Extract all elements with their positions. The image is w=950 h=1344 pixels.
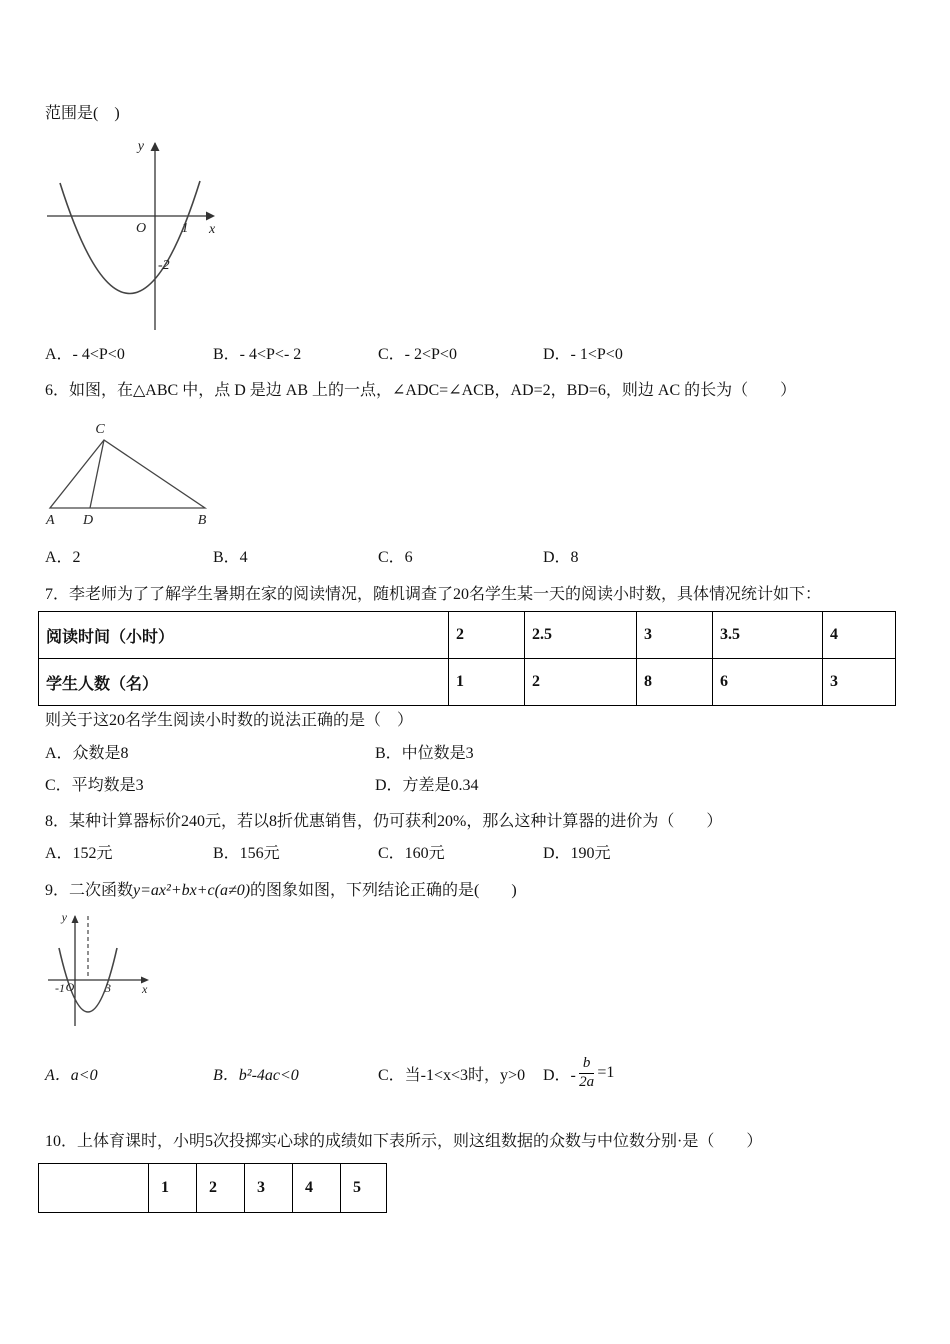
q9-option-d-prefix: D．-: [543, 1066, 576, 1084]
q7-option-b: B．中位数是3: [375, 745, 474, 762]
vertex-b-label: B: [197, 513, 207, 528]
table-cell: 2.5: [525, 612, 637, 659]
q5-option-a: A．- 4<P<0: [45, 346, 125, 363]
q7-options-row1: [45, 740, 905, 763]
q5-range-prompt: 范围是( ): [45, 105, 120, 122]
x-tick-3-label: 3: [105, 981, 111, 995]
vertex-c-label: C: [95, 422, 105, 437]
q9-option-c: C．当-1<x<3时，y>0: [378, 1066, 526, 1084]
q5-option-c: C．- 2<P<0: [378, 346, 457, 363]
q9-option-d: [543, 1056, 905, 1091]
table-cell: 1: [149, 1164, 197, 1213]
table-cell: 2: [525, 659, 637, 706]
q9-text-post: 的图象如图，下列结论正确的是( ): [250, 882, 517, 899]
table-cell: 3: [245, 1164, 293, 1213]
q9-text: [45, 877, 517, 900]
table-cell: 4: [823, 612, 896, 659]
q7-text: 7．李老师为了了解学生暑期在家的阅读情况，随机调查了20名学生某一天的阅读小时数，具体情况统计如下：: [45, 586, 822, 603]
q8-option-b: B．156元: [213, 845, 280, 862]
y-axis-label: y: [137, 139, 144, 154]
q7-option-a: A．众数是8: [45, 745, 129, 762]
origin-label: O: [65, 980, 75, 994]
x-tick-1-label: 1: [181, 221, 189, 236]
table-cell: 8: [637, 659, 713, 706]
q6-option-b: B．4: [213, 549, 248, 566]
q7-option-d: D．方差是0.34: [375, 777, 479, 794]
table-row: [39, 1164, 387, 1213]
x-axis-arrow: [206, 212, 215, 221]
x-tick-neg1-label: -1: [55, 981, 65, 995]
y-tick-neg2-label: -2: [158, 258, 170, 273]
q9-option-d-suffix: =1: [597, 1064, 615, 1081]
table-row: [39, 659, 896, 706]
table-cell: 6: [713, 659, 823, 706]
table-cell: 2: [449, 612, 525, 659]
q9-option-b: B．b²-4ac<0: [213, 1066, 299, 1084]
x-axis-label: x: [142, 982, 148, 996]
q8-option-c: C．160元: [378, 845, 445, 862]
q9-parabola-figure: [45, 908, 157, 1030]
q7-table: [38, 611, 896, 706]
q5-parabola-figure: [42, 133, 227, 333]
q10-text: 10．上体育课时，小明5次投掷实心球的成绩如下表所示，则这组数据的众数与中位数分别·是（ ）: [45, 1133, 763, 1150]
q7-option-c: C．平均数是3: [45, 777, 144, 794]
cevian-cd: [90, 440, 104, 508]
vertex-a-label: A: [46, 513, 55, 528]
x-axis-label: x: [209, 222, 216, 237]
q7-question: 则关于这20名学生阅读小时数的说法正确的是（ ）: [45, 712, 414, 729]
table-cell: 3: [637, 612, 713, 659]
q7-options-row2: [45, 772, 905, 795]
q10-table: [38, 1163, 387, 1213]
table-cell: 学生人数（名）: [39, 659, 449, 706]
q9-option-a: A．a<0: [45, 1066, 98, 1084]
q6-options: [45, 544, 905, 567]
q6-option-d: D．8: [543, 549, 579, 566]
q8-option-d: D．190元: [543, 845, 611, 862]
q9-text-pre: 9．二次函数: [45, 882, 134, 899]
table-cell: 3.5: [713, 612, 823, 659]
y-axis-label: y: [61, 910, 67, 924]
table-cell: 阅读时间（小时）: [39, 612, 449, 659]
q5-option-d: D．- 1<P<0: [543, 346, 623, 363]
q8-options: [45, 840, 905, 863]
table-cell: [39, 1164, 149, 1213]
table-cell: 5: [341, 1164, 387, 1213]
q5-options: [45, 341, 905, 364]
q6-text: 6．如图，在△ABC 中，点 D 是边 AB 上的一点，∠ADC=∠ACB，AD=2，BD=6，则边 AC 的长为（ ）: [45, 382, 797, 399]
table-cell: 4: [293, 1164, 341, 1213]
table-cell: 2: [197, 1164, 245, 1213]
q6-option-c: C．6: [378, 549, 413, 566]
origin-label: O: [135, 221, 147, 236]
q8-text: 8．某种计算器标价240元，若以8折优惠销售，仍可获利20%，那么这种计算器的进价为（ ）: [45, 813, 723, 830]
q6-triangle-figure: [42, 420, 217, 530]
q8-option-a: A．152元: [45, 845, 113, 862]
parabola-curve: [60, 181, 200, 294]
fraction-denominator: 2a: [579, 1073, 595, 1090]
point-d-label: D: [82, 513, 94, 528]
q9-text-math: y=ax²+bx+c(a≠0): [133, 882, 251, 899]
table-cell: 3: [823, 659, 896, 706]
triangle-outline: [50, 440, 205, 508]
q6-option-a: A．2: [45, 549, 81, 566]
fraction: [579, 1056, 595, 1091]
y-axis-arrow: [151, 142, 160, 151]
q9-options: [45, 1048, 905, 1098]
fraction-numerator: b: [579, 1056, 595, 1074]
table-cell: 1: [449, 659, 525, 706]
y-axis-arrow: [72, 915, 79, 923]
q5-option-b: B．- 4<P<- 2: [213, 346, 302, 363]
table-row: [39, 612, 896, 659]
